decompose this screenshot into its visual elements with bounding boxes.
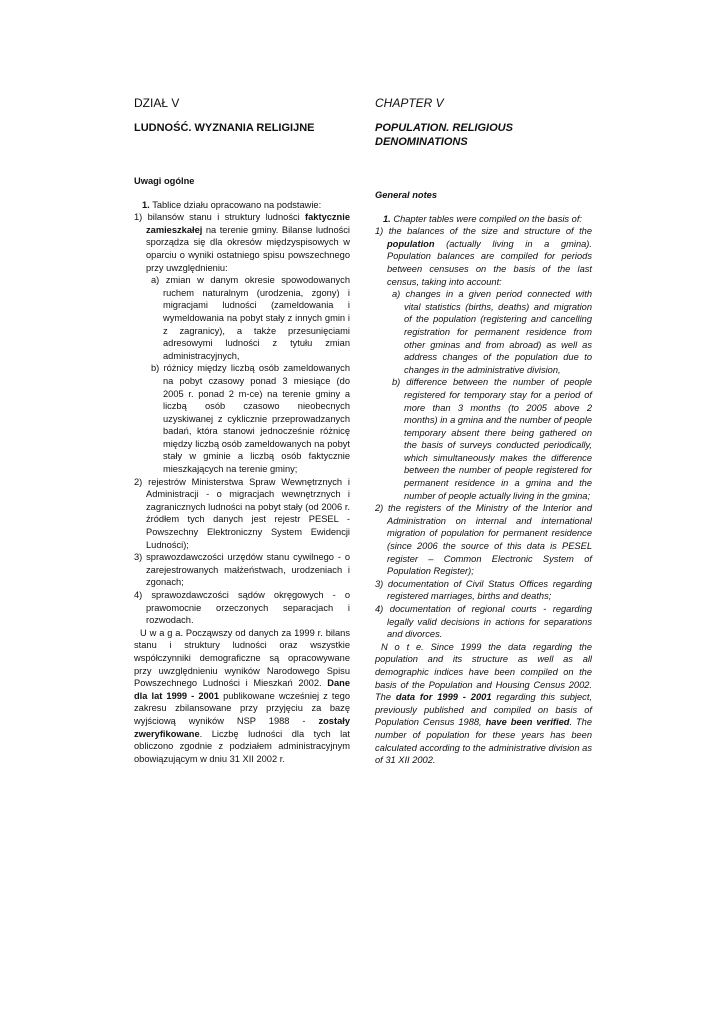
english-column: [375, 96, 592, 767]
item-1-en: [375, 225, 592, 288]
uwaga-text-c: publikowane wcześniej z tego zakresu zbilansowane przy przyjęciu za bazę wyjściową wyników NSP 1988 -: [134, 690, 350, 726]
item-3-pl: 3) sprawozdawczości urzędów stanu cywilnego - o zarejestrowanych małżeństwach, urodzeniach i zgonach;: [134, 552, 350, 588]
uwaga-paragraph-pl: [134, 627, 350, 766]
intro-number-pl: 1.: [142, 199, 150, 210]
item-4-pl: 4) sprawozdawczości sądów okręgowych - o prawomocnie orzeczonych separacjach i rozwodach.: [134, 590, 350, 626]
item-4-en: 4) documentation of regional courts - regarding legally valid decisions in actions for separations and divorces.: [375, 604, 592, 640]
intro-text-en: Chapter tables were compiled on the basis of:: [393, 213, 582, 224]
note-text-e: . The number of population for these years has been calculated according to the administrative division as of 31 XII 2002.: [375, 717, 592, 766]
item-1-bold-pl: faktycznie zamieszkałej: [146, 212, 350, 235]
intro-pl: [134, 199, 350, 212]
uwaga-text-e: . Liczbę ludności dla tych lat obliczono zgodnie z podziałem administracyjnym obowiązującym w dniu 31 XII 2002 r.: [134, 728, 350, 764]
uwaga-bold-d: zostały zweryfikowane: [134, 715, 350, 739]
chapter-heading-pl: DZIAŁ V: [134, 96, 180, 110]
note-text-c: regarding this subject, previously published and compiled on basis of Population Census 1988,: [375, 692, 592, 728]
item-1-rest-pl: na terenie gminy. Bilanse ludności sporządza się dla okresów międzyspisowych w oparciu o wyniki ostatniego spisu powszechnego przy uwzględnieniu:: [146, 224, 350, 273]
notes-heading-en: General notes: [375, 190, 438, 200]
item-1b-en: b) difference between the number of people registered for temporary stay for a period of more than 3 months (to 2005 above 2 months) in a gmina and the number of people temporary absent there being gathered on the basis of surveys conducted periodically, which simultaneously makes the difference between the number of people registered for permanent residence in a gmina and the number of people actually living in the gmina;: [392, 377, 592, 501]
item-1-rest-en: (actually living in a gmina). Population balances are compiled for periods between censuses on the basis of the last census, taking into account:: [387, 238, 592, 287]
item-1a-en: a) changes in a given period connected with vital statistics (births, deaths) and migration of the population (registering and cancelling registration for permanent residence from other gminas and from abroad) as well as address changes of the population due to changes in the administrative division,: [392, 289, 592, 375]
uwaga-bold-b: Dane dla lat 1999 - 2001: [134, 678, 350, 701]
item-1a-pl: a) zmian w danym okresie spowodowanych ruchem naturalnym (urodzenia, zgony) i migracjami ludności (zameldowania i wymeldowania na pobyt stały z innych gmin i z zagranicy), a także przesunięciami adresowymi ludności z tytułu zmian administracyjnych,: [151, 275, 350, 361]
item-2-en: 2) the registers of the Ministry of the Interior and Administration on internal and international migration of population for permanent residence (since 2006 the source of this data is PESEL register – Common Electronic System of Population Register);: [375, 503, 592, 577]
item-3-en: 3) documentation of Civil Status Offices regarding registered marriages, births and deaths;: [375, 578, 592, 602]
item-1-text-pl: 1) bilansów stanu i struktury ludności: [134, 212, 306, 223]
item-1-text-en: 1) the balances of the size and structure of the: [375, 226, 592, 237]
item-1b-pl: b) różnicy między liczbą osób zameldowanych na pobyt czasowy ponad 3 miesiące (do 2005 r. ponad 2 m-ce) na terenie gminy a liczbą osób czasowo nieobecnych uzyskiwanej z cyklicznie przeprowadzanych badań, która stanowi jednocześnie różnicę między liczbą osób zameldowanych na pobyt stały w gminie a liczbą osób faktycznie mieszkających na terenie gminy;: [151, 363, 350, 475]
note-text-a: N o t e. Since 1999 the data regarding the population and its structure as well as all demographic indices have been compiled on the basis of the Population and Housing Census 2002. The: [375, 641, 592, 703]
item-1-bold-en: population: [387, 238, 435, 249]
intro-en: [375, 213, 592, 226]
note-paragraph-en: [375, 641, 592, 767]
uwaga-text-a: U w a g a. Począwszy od danych za 1999 r. bilans stanu i struktury ludności oraz wszystkie współczynniki demograficzne są opracowywane przy uwzględnieniu wyników Narodowego Spisu Powszechnego Ludności i Mieszkań 2002.: [134, 627, 350, 689]
item-2-pl: 2) rejestrów Ministerstwa Spraw Wewnętrznych i Administracji - o migracjach wewnętrznych i zagranicznych ludności na pobyt stały (od 2006 r. źródłem tych danych jest rejestr PESEL - Powszechny Elektroniczny System Ewidencji Ludności);: [134, 476, 350, 550]
chapter-heading-en: CHAPTER V: [375, 96, 444, 110]
notes-heading-pl: Uwagi ogólne: [134, 176, 195, 186]
intro-text-pl: Tablice działu opracowano na podstawie:: [152, 199, 322, 210]
chapter-title-en: POPULATION. RELIGIOUS DENOMINATIONS: [375, 122, 513, 148]
note-bold-b: data for 1999 - 2001: [395, 692, 492, 703]
polish-column: [134, 96, 350, 765]
chapter-title-pl: LUDNOŚĆ. WYZNANIA RELIGIJNE: [134, 122, 315, 134]
item-1-pl: [134, 211, 350, 274]
intro-number-en: 1.: [383, 213, 391, 224]
note-bold-d: have been verified: [485, 717, 570, 728]
